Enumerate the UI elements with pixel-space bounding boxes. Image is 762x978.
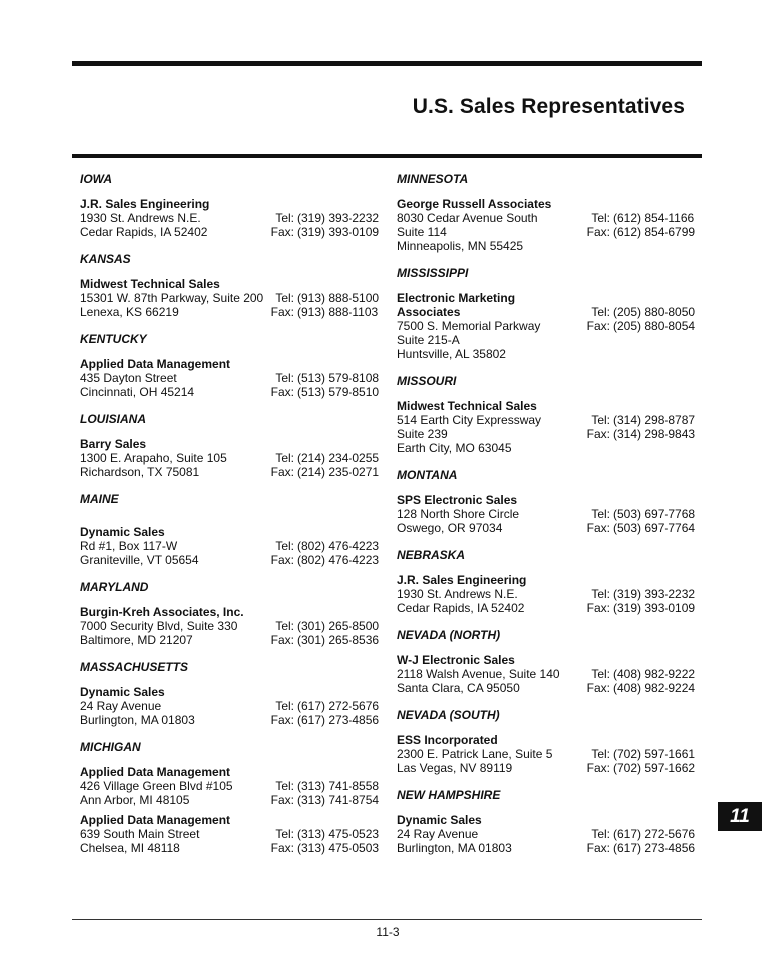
company-name: Barry Sales [80,437,147,451]
company-name: George Russell Associates [397,197,552,211]
tel-row [581,413,696,427]
fax-label: Fax: [270,713,294,727]
phone-spacer [265,813,377,827]
tel-row [581,305,696,319]
address-line: Suite 114 [397,225,447,239]
address-line: 1930 St. Andrews N.E. [80,211,201,225]
rep-address-block [80,765,265,807]
state-section [80,252,380,319]
phone-block [265,525,380,567]
fax-row [581,681,696,695]
tel-label: Tel: [275,291,294,305]
fax-row [265,225,380,239]
state-section [80,492,380,567]
fax-label: Fax: [270,225,294,239]
tel-number: (313) 741-8558 [297,779,380,793]
address-line: Burlington, MA 01803 [80,713,195,727]
state-section [80,740,380,855]
company-name: Dynamic Sales [397,813,482,827]
state-section [397,788,696,855]
footer-rule [72,919,702,920]
fax-row [581,521,696,535]
address-line: Las Vegas, NV 89119 [397,761,513,775]
fax-number: (513) 579-8510 [297,385,380,399]
fax-number: (313) 475-0503 [297,841,380,855]
rep-entry [397,813,696,855]
state-heading: MONTANA [397,468,458,482]
phone-spacer [581,493,693,507]
address-line: 24 Ray Avenue [80,699,162,713]
tel-row [265,451,380,465]
phone-spacer [265,525,377,539]
fax-row [581,427,696,441]
phone-block [265,437,380,479]
fax-number: (319) 393-0109 [297,225,380,239]
address-line: Richardson, TX 75081 [80,465,200,479]
address-line: 514 Earth City Expressway [397,413,542,427]
address-line: 1300 E. Arapaho, Suite 105 [80,451,227,465]
company-name: W-J Electronic Sales [397,653,515,667]
phone-spacer [265,357,377,371]
phone-spacer [265,685,377,699]
state-section [397,708,696,775]
phone-spacer [581,291,693,305]
company-name: Applied Data Management [80,813,231,827]
state-heading: MISSOURI [397,374,457,388]
address-line: 639 South Main Street [80,827,200,841]
tel-row [265,699,380,713]
fax-number: (214) 235-0271 [297,465,380,479]
tel-label: Tel: [591,667,610,681]
fax-label: Fax: [586,761,610,775]
tel-label: Tel: [591,305,610,319]
fax-number: (314) 298-9843 [613,427,696,441]
state-section [397,172,696,253]
address-line: Oswego, OR 97034 [397,521,503,535]
rep-address-block [80,437,265,479]
tel-number: (503) 697-7768 [613,507,696,521]
rep-address-block [397,813,581,855]
tel-row [265,291,380,305]
address-line: Suite 239 [397,427,448,441]
rep-address-block [397,653,581,695]
fax-row [265,465,380,479]
phone-block [581,291,696,361]
tel-label: Tel: [275,371,294,385]
chapter-tab: 11 [718,802,762,831]
phone-spacer [581,573,693,587]
phone-block [581,733,696,775]
fax-row [265,385,380,399]
rep-entry [397,399,696,455]
fax-row [581,319,696,333]
phone-spacer [265,197,377,211]
rep-address-block [80,525,265,567]
rep-address-block [80,685,265,727]
tel-number: (313) 475-0523 [297,827,380,841]
address-line: 7000 Security Blvd, Suite 330 [80,619,238,633]
rep-entry [397,197,696,253]
fax-number: (612) 854-6799 [613,225,696,239]
company-name: Midwest Technical Sales [80,277,220,291]
rep-entry [80,813,380,855]
tel-number: (205) 880-8050 [613,305,696,319]
company-name: Dynamic Sales [80,685,165,699]
address-line: Baltimore, MD 21207 [80,633,193,647]
state-section [80,660,380,727]
tel-number: (617) 272-5676 [297,699,380,713]
fax-row [581,225,696,239]
address-line: 2300 E. Patrick Lane, Suite 5 [397,747,553,761]
company-name: Applied Data Management [80,765,231,779]
fax-number: (205) 880-8054 [613,319,696,333]
address-line: 15301 W. 87th Parkway, Suite 200 [80,291,264,305]
fax-number: (617) 273-4856 [297,713,380,727]
phone-block [581,197,696,253]
state-heading: MINNESOTA [397,172,469,186]
address-line: 435 Dayton Street [80,371,177,385]
phone-block [581,399,696,455]
state-section [80,580,380,647]
state-section [80,332,380,399]
rep-address-block [80,813,265,855]
phone-block [581,573,696,615]
state-section [80,172,380,239]
phone-block [581,813,696,855]
tel-row [265,371,380,385]
address-line: 7500 S. Memorial Parkway [397,319,541,333]
address-line: Earth City, MO 63045 [397,441,512,455]
company-name: SPS Electronic Sales [397,493,518,507]
phone-block [265,685,380,727]
fax-label: Fax: [270,793,294,807]
address-line: Chelsea, MI 48118 [80,841,180,855]
tel-label: Tel: [275,619,294,633]
state-heading: MARYLAND [80,580,149,594]
tel-number: (513) 579-8108 [297,371,380,385]
tel-row [581,507,696,521]
rep-entry [80,525,380,567]
fax-row [265,793,380,807]
phone-block [265,197,380,239]
address-line: Santa Clara, CA 95050 [397,681,520,695]
state-section [80,412,380,479]
address-line: 426 Village Green Blvd #105 [80,779,233,793]
fax-row [265,713,380,727]
tel-row [265,211,380,225]
tel-number: (617) 272-5676 [613,827,696,841]
fax-number: (301) 265-8536 [297,633,380,647]
address-line: Suite 215-A [397,333,460,347]
rep-entry [80,277,380,319]
company-name: Midwest Technical Sales [397,399,537,413]
fax-row [265,841,380,855]
state-heading: NEVADA (SOUTH) [397,708,500,722]
address-line: Huntsville, AL 35802 [397,347,506,361]
tel-label: Tel: [591,747,610,761]
fax-number: (313) 741-8754 [297,793,380,807]
rep-entry [397,733,696,775]
rep-address-block [397,197,581,253]
phone-spacer [265,277,377,291]
address-line: Rd #1, Box 117-W [80,539,178,553]
address-line: Graniteville, VT 05654 [80,553,199,567]
state-section [397,548,696,615]
rep-entry [80,357,380,399]
address-line: Cedar Rapids, IA 52402 [80,225,208,239]
fax-label: Fax: [586,427,610,441]
top-rule [72,61,702,66]
fax-number: (503) 697-7764 [613,521,696,535]
tel-number: (319) 393-2232 [613,587,696,601]
tel-label: Tel: [275,779,294,793]
phone-block [581,493,696,535]
fax-label: Fax: [586,225,610,239]
fax-label: Fax: [586,319,610,333]
tel-label: Tel: [591,413,610,427]
fax-number: (408) 982-9224 [613,681,696,695]
address-line: Lenexa, KS 66219 [80,305,179,319]
tel-row [581,747,696,761]
state-section [397,374,696,455]
state-heading: NEW HAMPSHIRE [397,788,501,802]
phone-spacer [581,399,693,413]
tel-number: (802) 476-4223 [297,539,380,553]
rep-entry [80,685,380,727]
fax-label: Fax: [586,521,610,535]
tel-label: Tel: [275,539,294,553]
rep-entry [80,605,380,647]
phone-spacer [581,653,693,667]
page-number: 11-3 [376,925,400,939]
fax-row [265,305,377,319]
fax-label: Fax: [270,465,294,479]
tel-row [581,667,696,681]
fax-number: (319) 393-0109 [613,601,696,615]
tel-label: Tel: [275,451,294,465]
right-column [397,172,696,868]
address-line: Ann Arbor, MI 48105 [80,793,190,807]
fax-label: Fax: [586,681,610,695]
phone-block [265,765,380,807]
tel-number: (408) 982-9222 [613,667,696,681]
rep-entry [397,291,696,361]
address-line: Burlington, MA 01803 [397,841,512,855]
rep-entry [80,197,380,239]
tel-label: Tel: [591,507,610,521]
address-line: 128 North Shore Circle [397,507,520,521]
tel-label: Tel: [275,699,294,713]
rep-entry [397,653,696,695]
fax-row [581,841,696,855]
tel-label: Tel: [591,827,610,841]
fax-number: (617) 273-4856 [613,841,696,855]
phone-spacer [265,765,377,779]
tel-label: Tel: [591,211,610,225]
tel-number: (702) 597-1661 [613,747,696,761]
tel-row [581,827,696,841]
fax-label: Fax: [270,385,294,399]
state-heading: MASSACHUSETTS [80,660,189,674]
rep-address-block [397,573,581,615]
fax-row [581,761,696,775]
phone-block [265,277,380,319]
fax-row [265,633,380,647]
address-line: 8030 Cedar Avenue South [397,211,538,225]
tel-number: (913) 888-5100 [297,291,380,305]
rep-address-block [397,399,581,455]
tel-row [581,587,696,601]
state-section [397,628,696,695]
rep-entry [397,573,696,615]
left-column [80,172,380,868]
tel-label: Tel: [591,587,610,601]
rep-address-block [397,493,581,535]
tel-number: (319) 393-2232 [297,211,380,225]
state-heading: MISSISSIPPI [397,266,469,280]
phone-spacer [265,437,377,451]
phone-block [265,605,380,647]
tel-number: (314) 298-8787 [613,413,696,427]
state-heading: MAINE [80,492,119,506]
state-heading: NEBRASKA [397,548,466,562]
state-heading: LOUISIANA [80,412,146,426]
rep-entry [80,765,380,807]
fax-number: (913) 888-1103 [297,305,379,319]
state-section [397,468,696,535]
tel-label: Tel: [275,827,294,841]
tel-label: Tel: [275,211,294,225]
company-name: Electronic Marketing Associates [397,291,516,319]
rep-entry [80,437,380,479]
phone-block [581,653,696,695]
tel-row [581,211,693,225]
header-rule [72,154,702,158]
rep-address-block [80,357,265,399]
rep-entry [397,493,696,535]
company-name: Burgin-Kreh Associates, Inc. [80,605,244,619]
rep-address-block [397,291,581,361]
rep-address-block [80,197,265,239]
fax-number: (802) 476-4223 [297,553,380,567]
rep-address-block [80,605,265,647]
rep-address-block [80,277,265,319]
fax-label: Fax: [270,633,294,647]
tel-row [265,779,380,793]
tel-row [265,539,380,553]
state-heading: MICHIGAN [80,740,141,754]
phone-block [265,813,380,855]
state-heading: KENTUCKY [80,332,147,346]
tel-row [265,827,380,841]
tel-row [265,619,380,633]
address-line: Cedar Rapids, IA 52402 [397,601,525,615]
address-line: Cincinnati, OH 45214 [80,385,195,399]
phone-spacer [581,733,693,747]
company-name: Dynamic Sales [80,525,165,539]
phone-spacer [581,813,693,827]
state-heading: IOWA [80,172,112,186]
phone-spacer [265,605,377,619]
fax-row [265,553,380,567]
fax-number: (702) 597-1662 [613,761,696,775]
tel-number: (612) 854-1166 [613,211,695,225]
phone-block [265,357,380,399]
address-line: 1930 St. Andrews N.E. [397,587,518,601]
fax-label: Fax: [270,841,294,855]
page-title: U.S. Sales Representatives [412,95,685,118]
address-line: Minneapolis, MN 55425 [397,239,524,253]
tel-number: (214) 234-0255 [297,451,380,465]
rep-address-block [397,733,581,775]
phone-spacer [581,197,693,211]
state-heading: KANSAS [80,252,131,266]
state-section [397,266,696,361]
company-name: J.R. Sales Engineering [397,573,527,587]
address-line: 2118 Walsh Avenue, Suite 140 [397,667,560,681]
company-name: Applied Data Management [80,357,231,371]
company-name: J.R. Sales Engineering [80,197,210,211]
fax-label: Fax: [270,553,294,567]
company-name: ESS Incorporated [397,733,498,747]
fax-label: Fax: [270,305,294,319]
fax-row [581,601,696,615]
fax-label: Fax: [586,601,610,615]
address-line: 24 Ray Avenue [397,827,479,841]
tel-number: (301) 265-8500 [297,619,380,633]
fax-label: Fax: [586,841,610,855]
state-heading: NEVADA (NORTH) [397,628,501,642]
